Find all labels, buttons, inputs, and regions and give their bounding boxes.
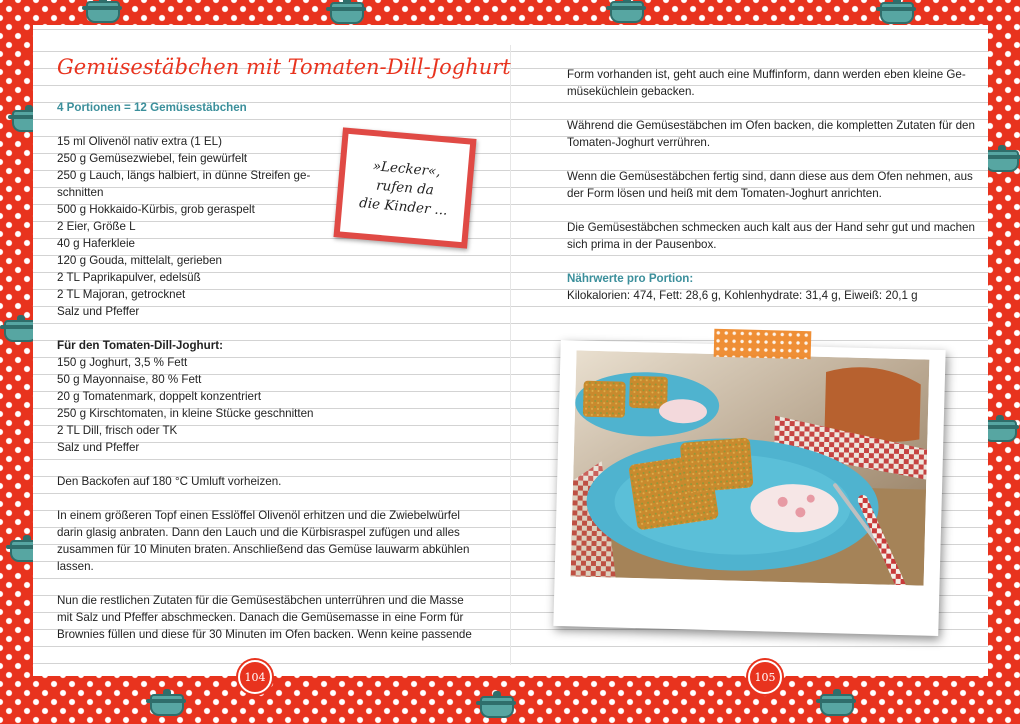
cooking-pot-icon <box>150 694 184 716</box>
ingredient-line: Salz und Pfeffer <box>57 305 140 318</box>
ingredient-line: 120 g Gouda, mittelalt, gerieben <box>57 254 222 267</box>
washi-tape <box>714 329 812 360</box>
sauce-ingredient-line: 2 TL Dill, frisch oder TK <box>57 424 178 437</box>
ingredient-line: 15 ml Olivenöl nativ extra (1 EL) <box>57 135 222 148</box>
veggie-stick <box>583 381 626 418</box>
ingredient-line: 500 g Hokkaido-Kürbis, grob geraspelt <box>57 203 255 216</box>
ingredient-line: 250 g Lauch, längs halbiert, in dünne Streifen ge- <box>57 169 311 182</box>
step-line: sich prima in der Pausenbox. <box>567 238 717 251</box>
cooking-pot-icon <box>480 696 514 718</box>
step-mix-yogurt <box>567 117 975 151</box>
cooking-pot-icon <box>983 420 1017 442</box>
step-tip <box>567 219 975 253</box>
note-line: rufen da <box>375 177 435 198</box>
ingredient-line: 40 g Haferkleie <box>57 237 135 250</box>
page-number-right: 105 <box>748 660 782 694</box>
step-line: zusammen für 10 Minuten braten. Anschließend das Gemüse lauwarm abkühlen <box>57 543 470 556</box>
step-saute <box>57 507 470 575</box>
sauce-ingredient-line: 50 g Mayonnaise, 80 % Fett <box>57 373 202 386</box>
sauce-ingredient-line: 150 g Joghurt, 3,5 % Fett <box>57 356 188 369</box>
step-line: Brownies füllen und diese für 30 Minuten im Ofen backen. Wenn keine passende <box>57 628 472 641</box>
step-line: Form vorhanden ist, geht auch eine Muffinform, dann werden eben kleine Ge- <box>567 68 966 81</box>
page-gutter <box>510 45 511 665</box>
sauce-ingredient-line: 20 g Tomatenmark, doppelt konzentriert <box>57 390 262 403</box>
step-line: Wenn die Gemüsestäbchen fertig sind, dann diese aus dem Ofen nehmen, aus <box>567 170 973 183</box>
food-photo-illustration <box>571 350 930 585</box>
ingredient-line: 2 TL Majoran, getrocknet <box>57 288 186 301</box>
cooking-pot-icon <box>880 2 914 24</box>
ingredient-line: 2 Eier, Größe L <box>57 220 136 233</box>
nutrition-heading: Nährwerte pro Portion: <box>567 272 694 285</box>
cooking-pot-icon <box>86 1 120 23</box>
step-line: müseküchlein gebacken. <box>567 85 695 98</box>
ingredient-line: 250 g Gemüsezwiebel, fein gewürfelt <box>57 152 248 165</box>
step-line: der Form lösen und heiß mit dem Tomaten-Joghurt anrichten. <box>567 187 882 200</box>
step-line: darin glasig anbraten. Dann den Lauch und die Kürbisraspel zufügen und alles <box>57 526 460 539</box>
step-line: In einem größeren Topf einen Esslöffel Olivenöl erhitzen und die Zwiebelwürfel <box>57 509 461 522</box>
veggie-stick <box>629 376 668 409</box>
step-line: Tomaten-Joghurt verrühren. <box>567 136 711 149</box>
note-line: die Kinder ... <box>358 194 449 219</box>
veggie-stick <box>680 437 754 492</box>
note-line: »Lecker«, <box>372 157 442 180</box>
step-mix-bake <box>57 592 472 643</box>
sauce-heading: Für den Tomaten-Dill-Joghurt: <box>57 339 223 352</box>
step-line: mit Salz und Pfeffer abschmecken. Danach die Gemüsemasse in eine Form für <box>57 611 464 624</box>
cooking-pot-icon <box>610 1 644 23</box>
step-line: Nun die restlichen Zutaten für die Gemüsestäbchen unterrühren und die Masse <box>57 594 464 607</box>
ingredient-line: schnitten <box>57 186 104 199</box>
cooking-pot-icon <box>985 150 1019 172</box>
page-number-left: 104 <box>238 660 272 694</box>
quote-sticky-note <box>333 127 476 248</box>
step-serve <box>567 168 973 202</box>
right-page-text <box>567 66 975 304</box>
sauce-ingredient-line: Salz und Pfeffer <box>57 441 140 454</box>
food-photo <box>553 340 945 636</box>
step-line: Während die Gemüsestäbchen im Ofen backen, die kompletten Zutaten für den <box>567 119 975 132</box>
cooking-pot-icon <box>330 2 364 24</box>
sauce-ingredient-line: 250 g Kirschtomaten, in kleine Stücke geschnitten <box>57 407 314 420</box>
step-line: Die Gemüsestäbchen schmecken auch kalt aus der Hand sehr gut und machen <box>567 221 975 234</box>
step-preheat: Den Backofen auf 180 °C Umluft vorheizen. <box>57 475 282 488</box>
step-line: lassen. <box>57 560 94 573</box>
step-mix-bake-continued <box>567 66 967 100</box>
nutrition-values: Kilokalorien: 474, Fett: 28,6 g, Kohlenhydrate: 31,4 g, Eiweiß: 20,1 g <box>567 289 918 302</box>
recipe-title: Gemüsestäbchen mit Tomaten-Dill-Joghurt <box>57 55 511 79</box>
servings-line: 4 Portionen = 12 Gemüsestäbchen <box>57 101 247 114</box>
ingredient-line: 2 TL Paprikapulver, edelsüß <box>57 271 201 284</box>
cooking-pot-icon <box>820 694 854 716</box>
sauce-ingredient-list <box>57 354 457 456</box>
